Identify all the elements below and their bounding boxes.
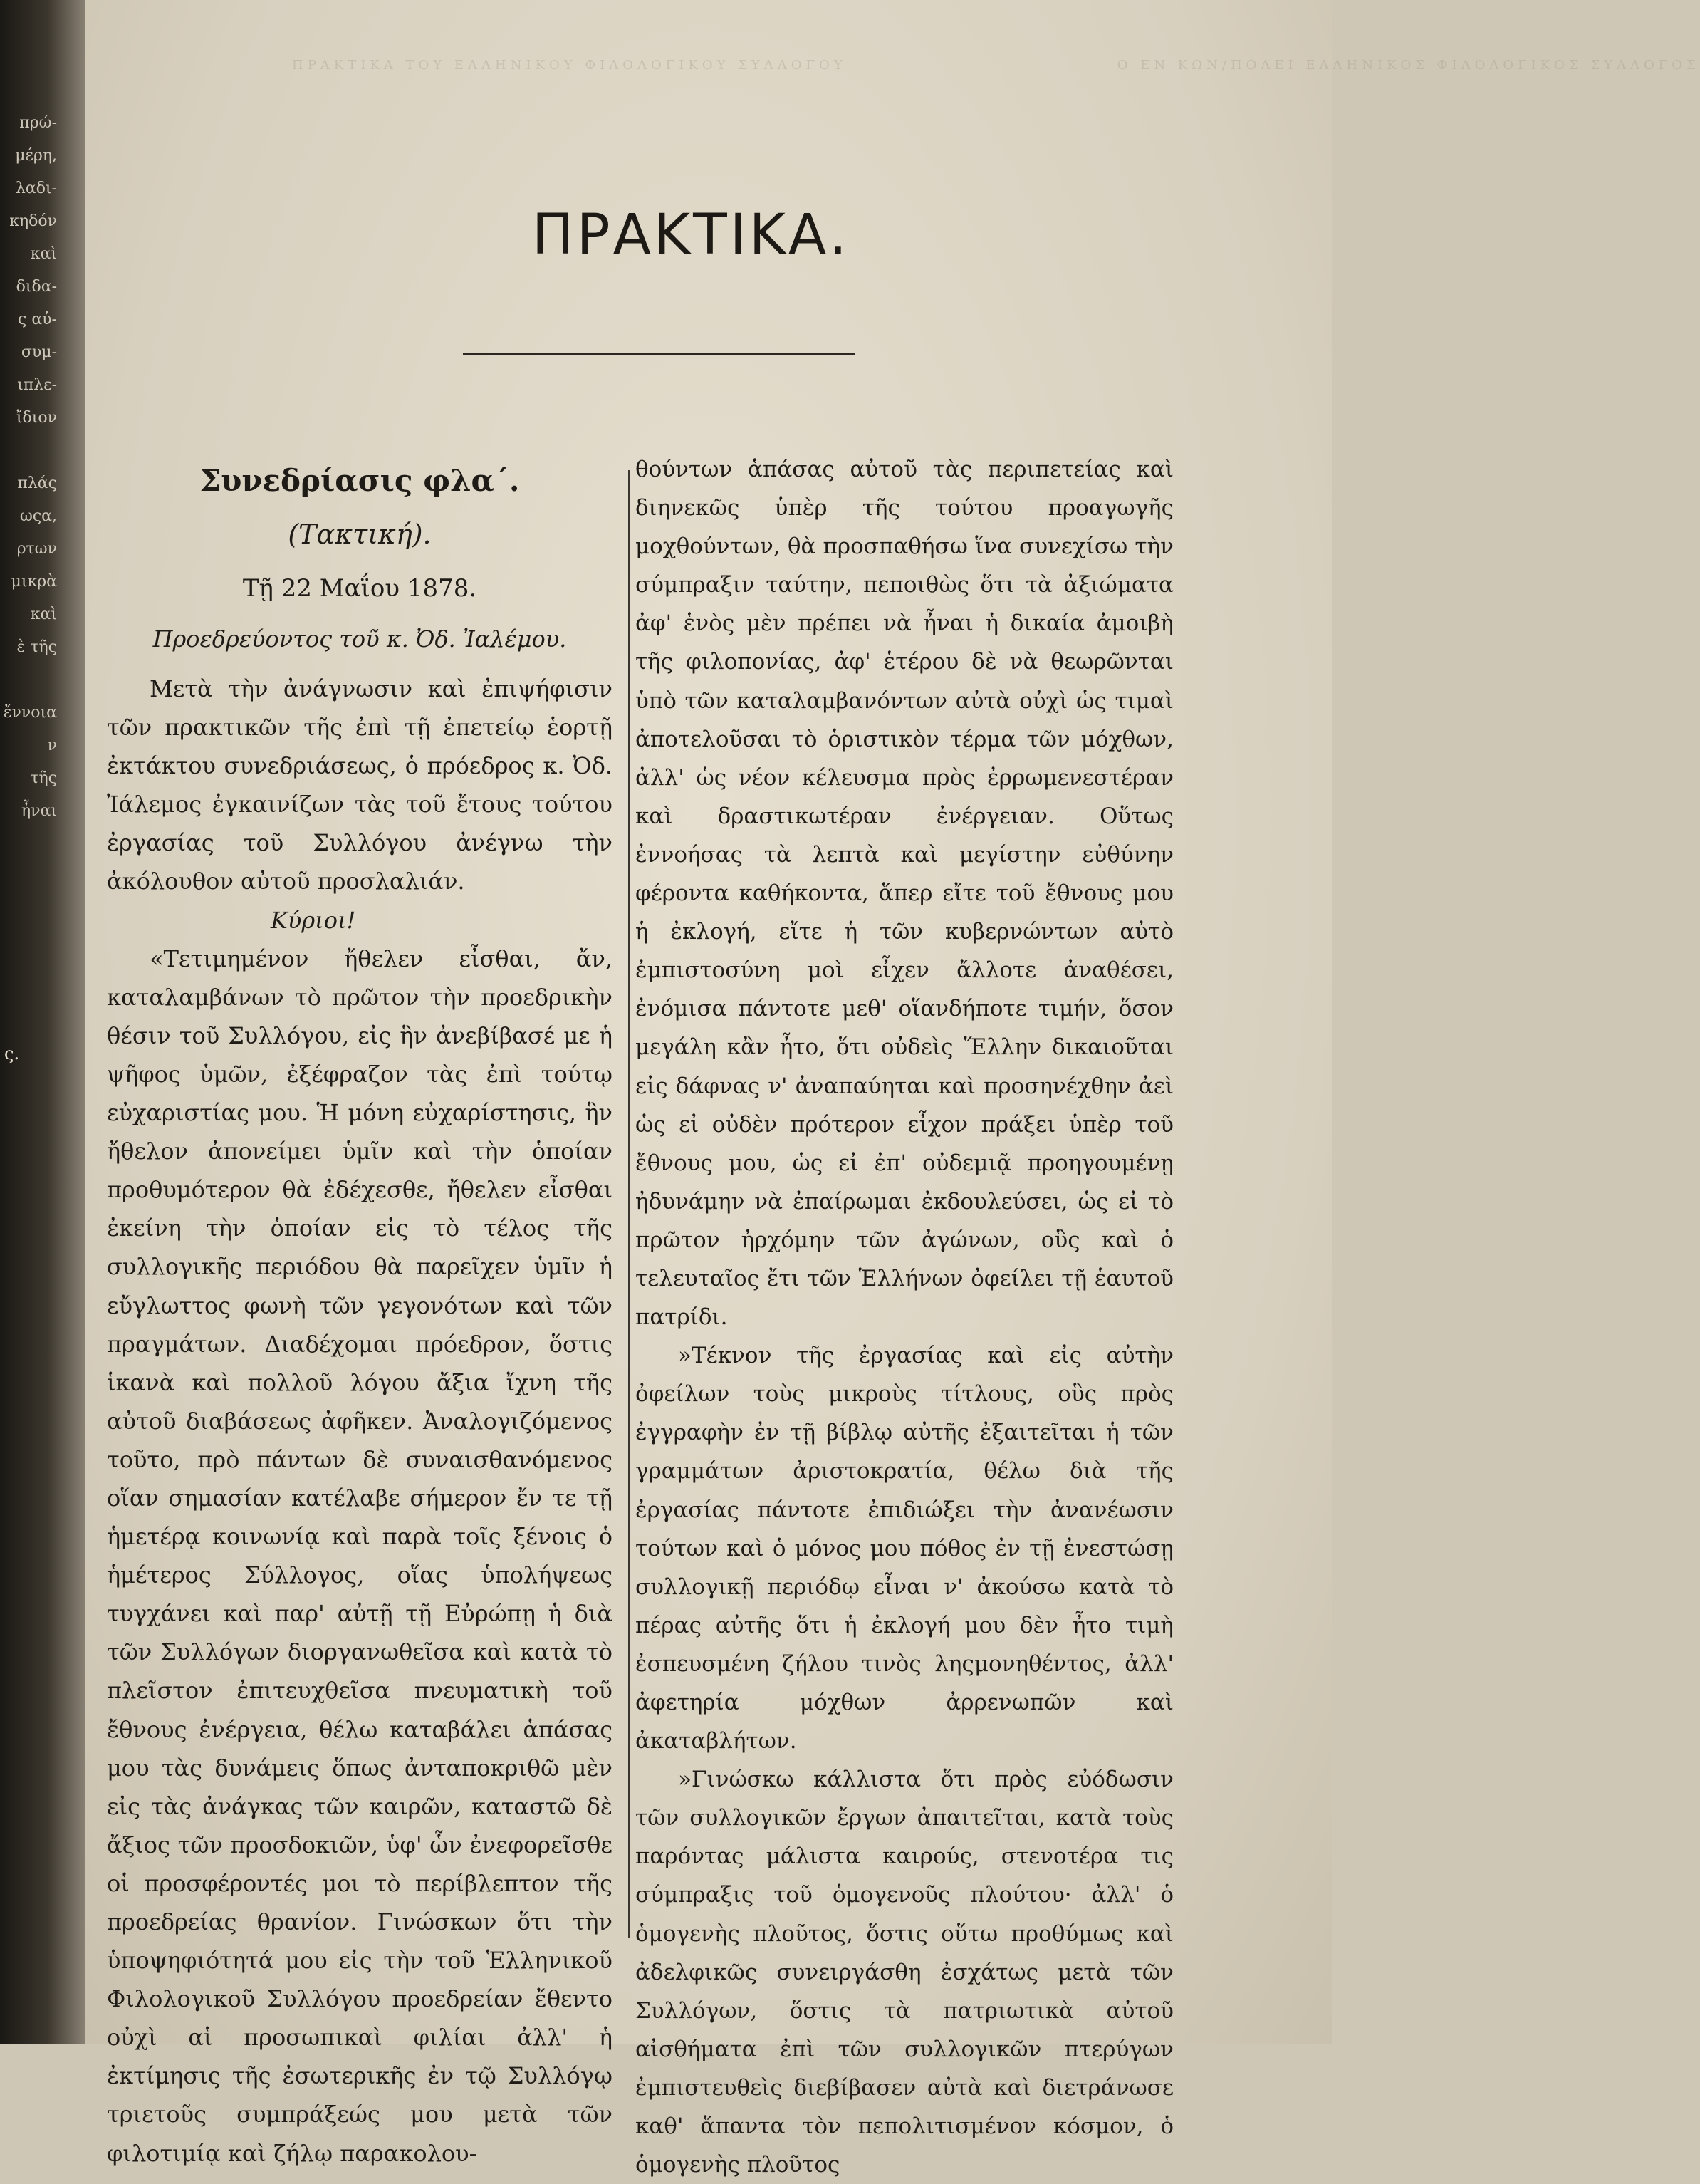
margin-fragment: ς αὐ-	[18, 311, 57, 328]
paragraph: θούντων ἁπάσας αὐτοῦ τὰς περιπετείας καὶ διηνεκῶς ὑπὲρ τῆς τούτου προαγωγῆς μοχθούντων, θὰ προσπαθήσω ἵνα συνεχίσω τὴν σύμπραξιν ταύτην, πεποιθὼς ὅτι τὰ ἀξιώματα ἀφ' ἑνὸς μὲν πρέπει νὰ ἦναι ἡ δικαία ἀμοιβὴ τῆς φιλοπονίας, ἀφ' ἑτέρου δὲ νὰ θεωρῶνται ὑπὸ τῶν καταλαμβανόντων αὐτὰ οὐχὶ ὡς τιμαὶ ἀποτελοῦσαι τὸ ὁριστικὸν τέρμα τῶν μόχθων, ἀλλ' ὡς νέον κέλευσμα πρὸς ἐρρωμενεστέραν καὶ δραστικωτέραν ἐνέργειαν. Οὕτως ἐννοήσας τὰ λεπτὰ καὶ μεγίστην εὐθύνην φέροντα καθήκοντα, ἅπερ εἴτε τοῦ ἔθνους μου ἡ ἐκλογή, εἴτε ἡ τῶν κυβερνώντων αὐτὸ ἐμπιστοσύνη μοὶ εἶχεν ἄλλοτε ἀναθέσει, ἐνόμισα πάντοτε μεθ' οἵανδήποτε τιμήν, ὅσον μεγάλη κἂν ἦτο, ὅτι οὐδεὶς Ἕλλην δικαιοῦται εἰς δάφνας ν' ἀναπαύηται καὶ προσηνέχθην ἀεὶ ὡς εἰ οὐδὲν πρότερον εἶχον πράξει ὑπὲρ τοῦ ἔθνους μου, ὡς εἰ ἐπ' οὐδεμιᾷ προηγουμένῃ ἠδυνάμην νὰ ἐπαίρωμαι ἐκδουλεύσει, ὡς εἰ τὸ πρῶτον ἠρχόμην τῶν ἀγώνων, οὓς καὶ ὁ τελευταῖος ἔτι τῶν Ἑλλήνων ὀφείλει τῇ ἑαυτοῦ πατρίδι.	[635, 457, 1174, 1331]
bleed-through-header	[292, 50, 1700, 75]
margin-fragment: λαδι-	[15, 180, 57, 197]
intro-paragraph: Μετὰ τὴν ἀνάγνωσιν καὶ ἐπιψήφισιν τῶν πρακτικῶν τῆς ἐπὶ τῇ ἐπετείῳ ἑορτῇ ἐκτάκτου συνεδριάσεως, ὁ πρόεδρος κ. Ὀδ. Ἰάλεμος ἐγκαινίζων τὰς τοῦ ἔτους τούτου ἐργασίας τοῦ Συλλόγου ἀνέγνω τὴν ἀκόλουθον αὐτοῦ προσλαλιάν.	[107, 675, 612, 895]
margin-fragment: ἦναι	[21, 802, 57, 820]
page	[85, 0, 1700, 2178]
margin-fragment: μικρὰ	[11, 573, 57, 591]
facing-page-fragments	[0, 107, 61, 828]
salutation: Κύριοι!	[271, 906, 356, 934]
margin-fragment: πρώ-	[19, 114, 57, 132]
session-presiding: Προεδρεύοντος τοῦ κ. Ὀδ. Ἰαλέμου.	[152, 625, 567, 652]
margin-fragment: ρτων	[16, 540, 57, 558]
session-date: Τῇ 22 Μαΐου 1878.	[242, 574, 477, 603]
column-divider	[628, 470, 630, 1938]
right-column	[635, 450, 1174, 2184]
margin-fragment: ν	[47, 737, 57, 754]
margin-fragment: τῆς	[30, 769, 57, 787]
margin-fragment: καὶ	[30, 245, 57, 263]
margin-fragment: ἔννοια	[3, 704, 57, 722]
paragraph: »Τέκνον τῆς ἐργασίας καὶ εἰς αὐτὴν ὀφείλων τοὺς μικροὺς τίτλους, οὓς πρὸς ἐγγραφὴν ἐν τῇ βίβλῳ αὐτῆς ἐξαιτεῖται ἡ τῶν γραμμάτων ἀριστοκρατία, θέλω διὰ τῆς ἐργασίας πάντοτε ἐπιδιώξει τὴν ἀνανέωσιν τούτων καὶ ὁ μόνος μου πόθος ἐν τῇ ἐνεστώσῃ συλλογικῇ περιόδῳ εἶναι ν' ἀκούσω κατὰ τὸ πέρας αὐτῆς ὅτι ἡ ἐκλογή μου δὲν ἦτο τιμὴ ἐσπευσμένη ζήλου τινὸς ληςμονηθέντος, ἀλλ' ἀφετηρία μόχθων ἀρρενωπῶν καὶ ἀκαταβλήτων.	[635, 1343, 1174, 1754]
session-heading: Συνεδρίασις φλα΄.	[199, 463, 520, 498]
facing-page-letter: ς.	[4, 1044, 20, 1064]
margin-fragment: κηδόν	[9, 212, 57, 230]
margin-fragment: ωςα,	[19, 507, 57, 525]
margin-fragment: ὲ τῆς	[16, 638, 57, 656]
bleed-through-left: ΠΡΑΚΤΙΚΑ ΤΟΥ ΕΛΛΗΝΙΚΟΥ ΦΙΛΟΛΟΓΙΚΟΥ ΣΥΛΛΟΓΟΥ	[292, 58, 847, 73]
margin-fragment: μέρη,	[15, 147, 57, 165]
paragraph: »Γινώσκω κάλλιστα ὅτι πρὸς εὐόδωσιν τῶν συλλογικῶν ἔργων ἀπαιτεῖται, κατὰ τοὺς παρόντας μάλιστα καιρούς, στενοτέρα τις σύμπραξις τοῦ ὁμογενοῦς πλούτου· ἀλλ' ὁ ὁμογενὴς πλοῦτος, ὅστις οὕτω προθύμως καὶ ἀδελφικῶς συνειργάσθη ἐσχάτως μετὰ τῶν Συλλόγων, ὅστις τὰ πατριωτικὰ αὐτοῦ αἰσθήματα ἐπὶ τῶν συλλογικῶν πτερύγων ἐμπιστευθεὶς διεβίβασεν αὐτὰ καὶ διετράνωσε καθ' ἅπαντα τὸν πεπολιτισμένον κόσμον, ὁ ὁμογενὴς πλοῦτος	[635, 1767, 1174, 2178]
bleed-through-right: Ο ΕΝ ΚΩΝ/ΠΟΛΕΙ ΕΛΛΗΝΙΚΟΣ ΦΙΛΟΛΟΓΙΚΟΣ ΣΥΛΛΟΓΟΣ	[1117, 58, 1700, 73]
margin-fragment: διδα-	[16, 278, 57, 296]
title-rule	[463, 353, 855, 355]
margin-fragment: καὶ	[30, 605, 57, 623]
speech-paragraph: «Τετιμημένον ἤθελεν εἶσθαι, ἄν, καταλαμβάνων τὸ πρῶτον τὴν προεδρικὴν θέσιν τοῦ Συλλόγου, εἰς ἣν ἀνεβίβασέ με ἡ ψῆφος ὑμῶν, ἐξέφραζον τὰς ἐπὶ τούτῳ εὐχαριστίας μου. Ἡ μόνη εὐχαρίστησις, ἣν ἤθελον ἀπονείμει ὑμῖν καὶ τὴν ὁποίαν προθυμότερον θὰ ἐδέχεσθε, ἤθελεν εἶσθαι ἐκείνη τὴν ὁποίαν εἰς τὸ τέλος τῆς συλλογικῆς περιόδου θὰ παρεῖχεν ὑμῖν ἡ εὔγλωττος φωνὴ τῶν γεγονότων καὶ τῶν πραγμάτων. Διαδέχομαι πρόεδρον, ὅστις ἱκανὰ καὶ πολλοῦ λόγου ἄξια ἴχνη τῆς αὐτοῦ διαβάσεως ἀφῆκεν. Ἀναλογιζόμενος τοῦτο, πρὸ πάντων δὲ συναισθανόμενος οἵαν σημασίαν κατέλαβε σήμερον ἔν τε τῇ ἡμετέρᾳ κοινωνίᾳ καὶ παρὰ τοῖς ξένοις ὁ ἡμέτερος Σύλλογος, οἵας ὑπολήψεως τυγχάνει καὶ παρ' αὐτῇ τῇ Εὐρώπῃ ἡ διὰ τῶν Συλλόγων διοργανωθεῖσα καὶ κατὰ τὸ πλεῖστον ἐπιτευχθεῖσα πνευματικὴ τοῦ ἔθνους ἐνέργεια, θέλω καταβάλει ἁπάσας μου τὰς δυνάμεις ὅπως ἀνταποκριθῶ μὲν εἰς τὰς ἀνάγκας τῶν καιρῶν, καταστῶ δὲ ἄξιος τῶν προσδοκιῶν, ὑφ' ὧν ἐνεφορεῖσθε οἱ προσφέροντές μοι τὸ περίβλεπτον τῆς προεδρείας θρανίον. Γινώσκων ὅτι τὴν ὑποψηφιότητά μου εἰς τὴν τοῦ Ἑλληνικοῦ Φιλολογικοῦ Συλλόγου προεδρείαν ἔθεντο οὐχὶ αἱ προσωπικαὶ φιλίαι ἀλλ' ἡ ἐκτίμησις τῆς ἐσωτερικῆς ἐν τῷ Συλλόγῳ τριετοῦς συμπράξεώς μου μετὰ τῶν φιλοτιμίᾳ καὶ ζήλῳ παρακολου-	[107, 945, 612, 2167]
book-gutter	[0, 0, 85, 2044]
page-title: ΠΡΑΚΤΙΚΑ.	[531, 203, 850, 267]
margin-fragment: πλάς	[17, 474, 57, 492]
margin-fragment: συμ-	[21, 343, 57, 361]
margin-fragment	[0, 664, 57, 697]
left-column	[107, 670, 612, 2173]
margin-fragment: ιπλε-	[17, 376, 57, 394]
margin-fragment: ἴδιον	[16, 409, 57, 427]
session-type: (Τακτική).	[288, 519, 432, 550]
margin-fragment	[0, 435, 57, 467]
